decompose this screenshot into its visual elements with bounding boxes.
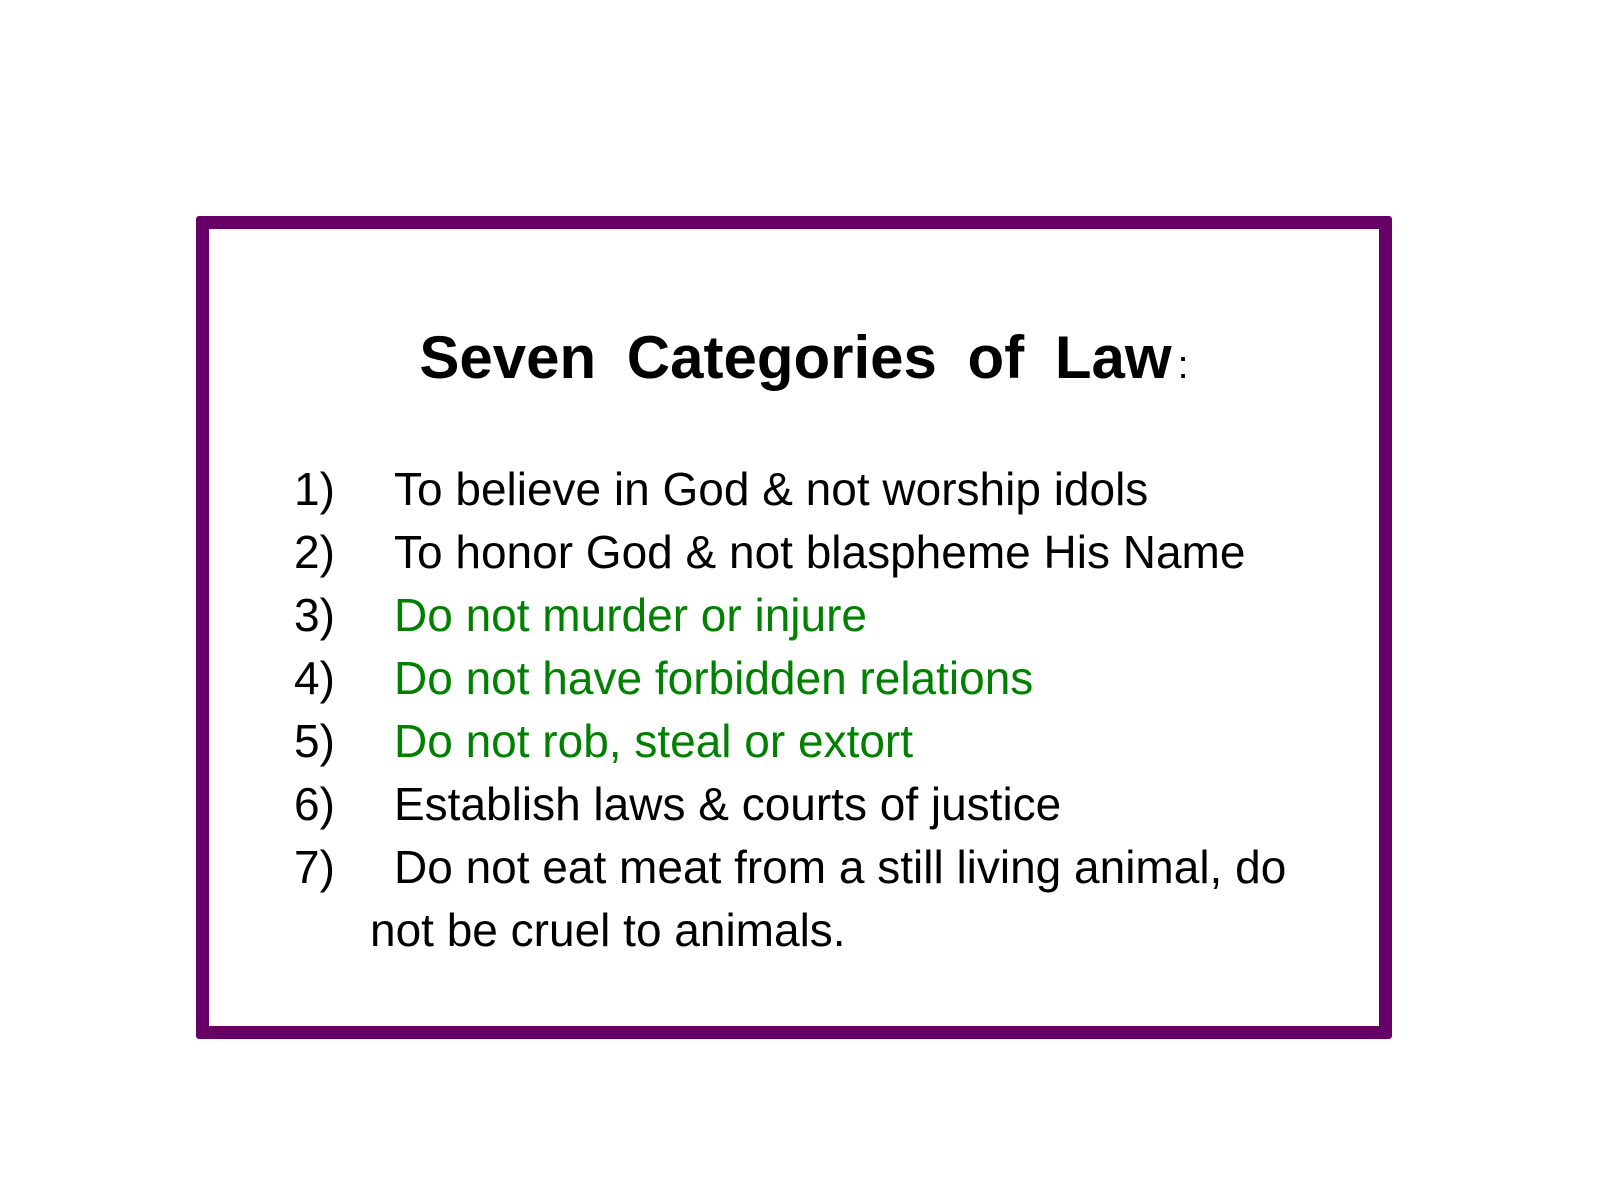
list-number: 7) [294,841,335,893]
law-text: Do not murder or injure [394,589,867,641]
list-number: 2) [294,526,335,578]
law-text: To honor God & not blaspheme His Name [394,526,1246,578]
law-text: Do not have forbidden relations [394,652,1034,704]
law-text: Establish laws & courts of justice [394,778,1062,830]
list-number: 1) [294,463,335,515]
law-text: Do not eat meat from a still living animal, do [394,841,1287,893]
list-number: 4) [294,652,335,704]
law-item-2 [294,521,1374,584]
slide-title [0,326,1600,406]
law-text: Do not rob, steal or extort [394,715,914,767]
law-text: To believe in God & not worship idols [394,463,1149,515]
law-item-7 [294,836,1374,962]
law-item-5 [294,710,1374,773]
law-item-3 [294,584,1374,647]
list-number: 3) [294,589,335,641]
title-text: Seven Categories of Law [419,324,1172,391]
law-item-6 [294,773,1374,836]
law-item-1 [294,458,1374,521]
law-item-4 [294,647,1374,710]
list-number: 5) [294,715,335,767]
law-text-continuation: not be cruel to animals. [370,904,846,956]
list-number: 6) [294,778,335,830]
title-colon: : [1177,343,1189,387]
law-list [294,458,1374,962]
